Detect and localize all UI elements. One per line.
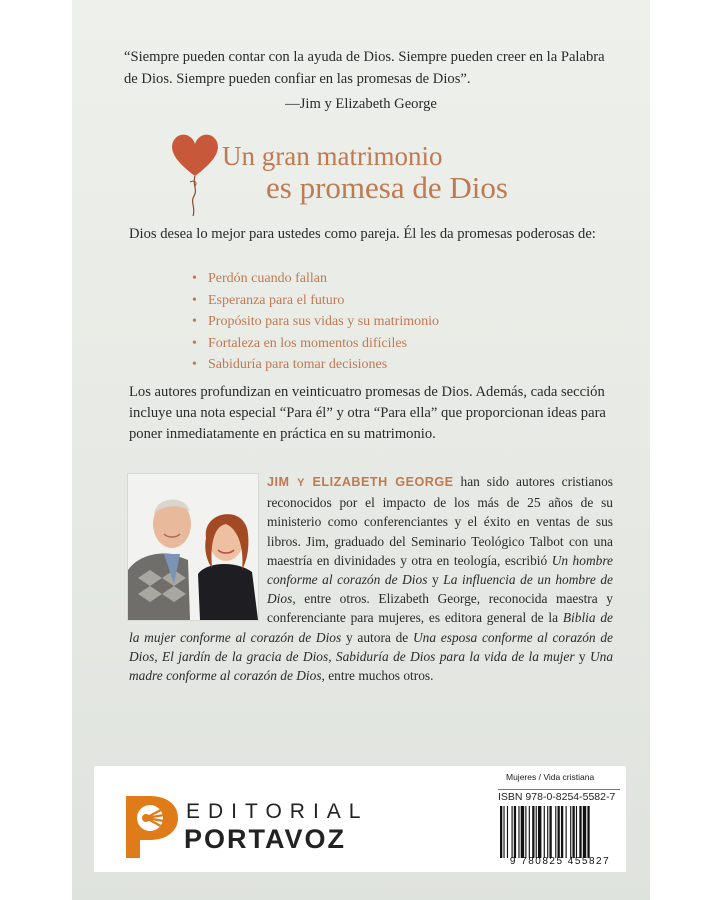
author-bio (129, 472, 613, 685)
book-title: Una esposa conforme al corazón de Dios, El jardín de la gracia de Dios, Sabiduría de Dios para la vida de la mujer (129, 629, 613, 664)
intro-paragraph: Dios desea lo mejor para ustedes como pareja. Él les da promesas poderosas de: (129, 226, 596, 242)
bio-text-3: , entre otros. Elizabeth George, reconocida maestra y conferenciante para mujeres, es editora general de la (267, 591, 613, 626)
author-names (267, 475, 454, 489)
list-item: • Perdón cuando fallan (192, 268, 439, 290)
list-item: • Propósito para sus vidas y su matrimonio (192, 311, 439, 333)
author-name-jim: JIM (267, 475, 290, 489)
book-title: Un hombre conforme al corazón de Dios (267, 552, 613, 588)
bio-text-4: y autora de (341, 629, 413, 645)
benefits-list (192, 268, 439, 376)
headline (222, 140, 642, 204)
bio-text-6: , entre muchos otros. (321, 668, 434, 684)
headline-line-2: es promesa de Dios (266, 170, 508, 205)
bio-text-5: y (574, 648, 590, 664)
author-name-elizabeth: ELIZABETH GEORGE (312, 475, 454, 489)
barcode-digits: 9 780825 455827 (509, 856, 611, 867)
description-paragraph: Los autores profundizan en veinticuatro promesas de Dios. Además, cada sección incluye una nota especial “Para él” y otra “Para ella” que proporcionan ideas para poner inmediatamente en práctica en su matrimonio. (129, 384, 606, 442)
heart-balloon-icon (168, 132, 222, 216)
bio-text-2: y (427, 572, 444, 588)
list-item: • Fortaleza en los momentos difíciles (192, 333, 439, 355)
headline-line-1: Un gran matrimonio (222, 141, 443, 171)
epigraph-quote: “Siempre pueden contar con la ayuda de Dios. Siempre pueden creer en la Palabra de Dios. Siempre pueden confiar en las promesas de Dios”. (124, 49, 605, 87)
publisher-line-1: EDITORIAL (186, 800, 369, 823)
isbn-label: ISBN 978-0-8254-5582-7 (498, 789, 620, 803)
list-item: • Sabiduría para tomar decisiones (192, 354, 439, 376)
publisher-footer (94, 766, 626, 872)
publisher-line-2: PORTAVOZ (184, 824, 346, 854)
book-title: Biblia de la mujer conforme al corazón de Dios (129, 610, 613, 645)
back-cover (72, 0, 650, 900)
book-title: La influencia de un hombre de Dios (267, 572, 614, 607)
category-label: Mujeres / Vida cristiana (506, 772, 595, 782)
photo-spacer (129, 472, 267, 624)
barcode (498, 806, 622, 858)
book-title: Una madre conforme al corazón de Dios (129, 648, 614, 684)
portavoz-logo-icon (110, 792, 184, 862)
list-item: • Esperanza para el futuro (192, 290, 439, 312)
author-names-conjunction: Y (297, 477, 305, 489)
bio-text-1: han sido autores cristianos reconocidos por el impacto de los más de 25 años de su ministerio como conferenciantes y el éxito en ventas de sus libros. Jim, graduado del Seminario Teológico Talbot con una maestría en divinidades y otra en teología, escribió (267, 474, 613, 568)
epigraph-author: —Jim y Elizabeth George (285, 96, 437, 112)
